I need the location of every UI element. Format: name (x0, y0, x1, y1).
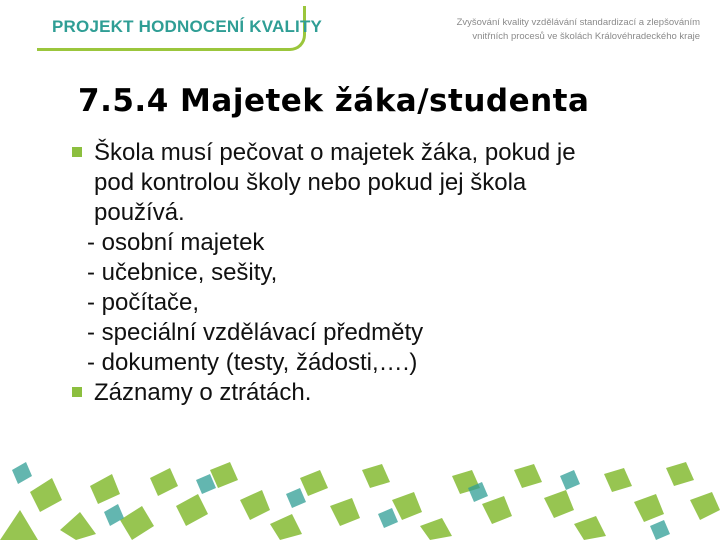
bullet-item-1 (72, 138, 682, 228)
bullet-1-line-3: používá. (94, 199, 185, 226)
bullet-2-text: Záznamy o ztrátách. (94, 379, 312, 406)
bullet-square-icon (72, 147, 82, 157)
tagline-line-1: Zvyšování kvality vzdělávání standardizací a zlepšováním (456, 17, 700, 28)
sub-item: - dokumenty (testy, žádosti,….) (87, 349, 418, 376)
project-logo-text: PROJEKT HODNOCENÍ KVALITY (52, 17, 323, 36)
sub-item: - speciální vzdělávací předměty (87, 319, 424, 346)
sub-item: - počítače, (87, 289, 200, 316)
slide-content (72, 138, 682, 408)
header-tagline (420, 16, 700, 44)
tagline-line-2: vnitřních procesů ve školách Královéhradeckého kraje (472, 31, 700, 42)
bullet-square-icon (72, 387, 82, 397)
slide-title: 7.5.4 Majetek žáka/studenta (78, 83, 590, 119)
bullet-item-2 (72, 378, 682, 408)
bullet-1-line-1: Škola musí pečovat o majetek žáka, pokud je (94, 139, 576, 166)
sub-item: - osobní majetek (87, 229, 265, 256)
bullet-1-line-2: pod kontrolou školy nebo pokud jej škola (94, 169, 527, 196)
sub-item: - učebnice, sešity, (87, 259, 278, 286)
